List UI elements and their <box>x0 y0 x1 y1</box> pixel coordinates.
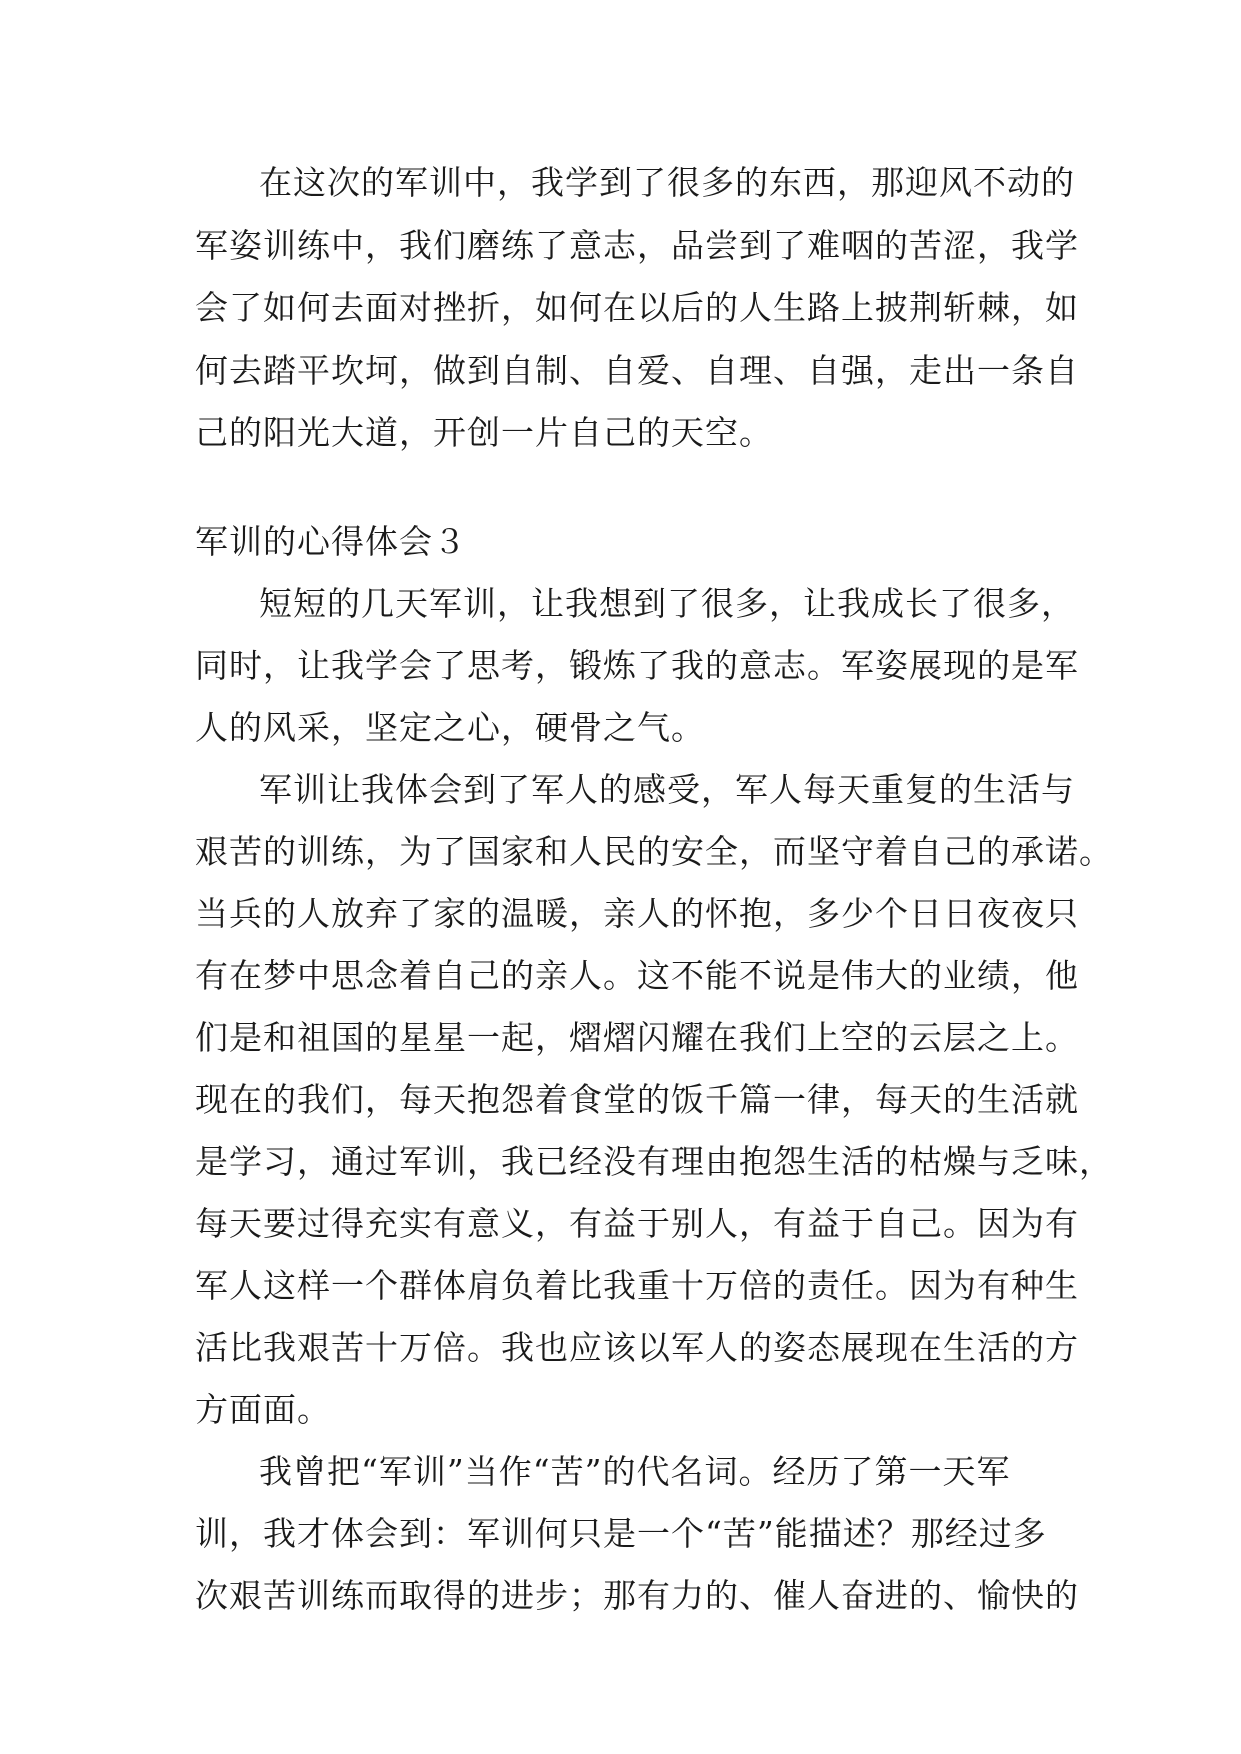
text-line: 有在梦中思念着自己的亲人。这不能不说是伟大的业绩，他 <box>195 956 1079 995</box>
text-line: 次艰苦训练而取得的进步；那有力的、催人奋进的、愉快的 <box>195 1576 1079 1615</box>
text-line: 人的风采，坚定之心，硬骨之气。 <box>195 708 705 747</box>
text-line: 现在的我们，每天抱怨着食堂的饭千篇一律，每天的生活就 <box>195 1080 1079 1119</box>
text-line: 训，我才体会到：军训何只是一个“苦”能描述？那经过多 <box>195 1514 1047 1553</box>
text-line: 艰苦的训练，为了国家和人民的安全，而坚守着自己的承诺。 <box>195 832 1113 871</box>
text-line: 们是和祖国的星星一起，熠熠闪耀在我们上空的云层之上。 <box>195 1018 1079 1057</box>
text-line: 方面面。 <box>195 1390 331 1429</box>
text-line: 军训让我体会到了军人的感受，军人每天重复的生活与 <box>259 770 1075 809</box>
section-heading: 军训的心得体会３ <box>195 522 467 561</box>
text-line: 短短的几天军训，让我想到了很多，让我成长了很多， <box>259 584 1075 623</box>
text-line: 军人这样一个群体肩负着比我重十万倍的责任。因为有种生 <box>195 1266 1079 1305</box>
text-line: 当兵的人放弃了家的温暖，亲人的怀抱，多少个日日夜夜只 <box>195 894 1079 933</box>
text-line: 在这次的军训中，我学到了很多的东西，那迎风不动的 <box>259 163 1075 202</box>
text-line: 每天要过得充实有意义，有益于别人，有益于自己。因为有 <box>195 1204 1079 1243</box>
text-line: 同时，让我学会了思考，锻炼了我的意志。军姿展现的是军 <box>195 646 1079 685</box>
text-line: 己的阳光大道，开创一片自己的天空。 <box>195 413 773 452</box>
text-line: 会了如何去面对挫折，如何在以后的人生路上披荆斩棘，如 <box>195 288 1079 327</box>
text-line: 我曾把“军训”当作“苦”的代名词。经历了第一天军 <box>259 1452 1011 1491</box>
text-line: 军姿训练中，我们磨练了意志，品尝到了难咽的苦涩，我学 <box>195 226 1079 265</box>
text-line: 是学习，通过军训，我已经没有理由抱怨生活的枯燥与乏味， <box>195 1142 1113 1181</box>
text-line: 何去踏平坎坷，做到自制、自爱、自理、自强，走出一条自 <box>195 351 1079 390</box>
text-line: 活比我艰苦十万倍。我也应该以军人的姿态展现在生活的方 <box>195 1328 1079 1367</box>
